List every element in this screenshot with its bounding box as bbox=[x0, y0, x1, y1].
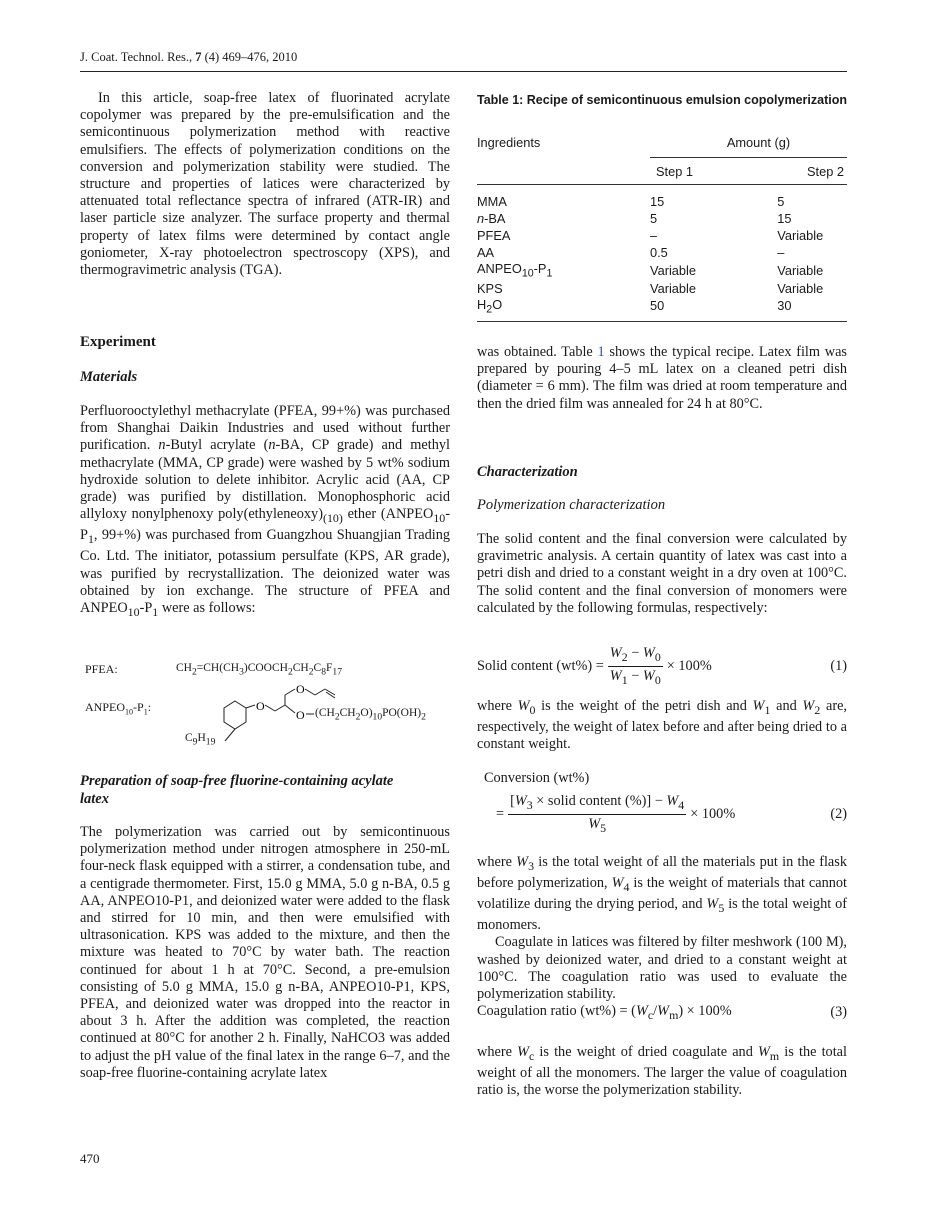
bond-1 bbox=[265, 705, 275, 711]
prep-heading-wrap bbox=[80, 772, 450, 808]
equation-1-number: (1) bbox=[830, 657, 847, 674]
oxygen-label-1: O bbox=[256, 699, 265, 713]
where2-paragraph bbox=[477, 854, 847, 1003]
subsubsection-heading-polymerization: Polymerization characterization bbox=[477, 497, 666, 513]
subsection-heading-characterization: Characterization bbox=[477, 464, 578, 480]
aryl-ether-bond bbox=[246, 705, 255, 708]
running-header bbox=[80, 50, 297, 65]
experiment-section bbox=[80, 334, 450, 351]
table1-header-ingredients: Ingredients bbox=[477, 135, 541, 150]
page-number: 470 bbox=[80, 1151, 100, 1166]
where1-paragraph bbox=[477, 698, 847, 753]
pfea-formula: $CH_2=CH(CH_3)COOCH_2CH_2C_8F_{17}$ bbox=[176, 662, 342, 678]
table-row: AA 0.5 – bbox=[477, 245, 785, 260]
journal-name: J. Coat. Technol. Res., bbox=[80, 50, 193, 64]
materials-paragraph bbox=[80, 403, 450, 621]
bond-6 bbox=[315, 689, 325, 695]
subsection-heading-preparation: Preparation of soap-free fluorine-containing acylate latex bbox=[80, 773, 394, 807]
polychar-heading-wrap bbox=[477, 497, 847, 514]
solid-paragraph bbox=[477, 531, 847, 617]
materials-heading-wrap bbox=[80, 368, 450, 386]
anpeo-label: $ANPEO_{10}-P_1$: bbox=[85, 700, 152, 717]
table-row: n-BA 5 15 bbox=[477, 211, 792, 226]
where2-text: where $W_3$ is the total weight of all the materials put in the flask before polymerization, $W_4$ is the weight of materials that cannot volatilize during the drying period, and $W_5$ is the total weight of monomers. bbox=[477, 854, 847, 934]
prep-text: The polymerization was carried out by semicontinuous polymerization method under nitrogen atmosphere in 250-mL four-neck flask equipped with a stirrer, a condensation tube, and a centigrade thermometer. First, 15.0 g MMA, 5.0 g n-BA, 0.5 g AA, ANPEO10-P1, and deionized water were added to the flask and stirred for 10 min, and then were emulsified with ultrasonication. KPS was added to the mixture, and then the mixture was heated to 70°C by water bath. The reaction continued for about 1 h at 70°C. Second, a pre-emulsion consisting of 5.0 g MMA, 15.0 g n-BA, ANPEO10-P1, KPS, PFEA, and deionized water was dropped into the reactor in about 3 h. After the addition was completed, the reaction continued at 80°C for another 2 h. Finally, NaHCO3 was added to adjust the pH value of the final latex in the range 6–7, and the soap-free fluorine-containing acrylate latex bbox=[80, 824, 450, 1081]
nonyl-bond bbox=[225, 729, 235, 741]
table1-grid bbox=[477, 134, 847, 322]
table1-header-step2: Step 2 bbox=[807, 163, 844, 179]
equation-2-number: (2) bbox=[830, 805, 847, 822]
table-row: $H_2O$ 50 30 bbox=[477, 296, 792, 316]
allyl-double-bond-b bbox=[326, 692, 335, 698]
equation-3-body: Coagulation ratio $(wt\%) = (W_c/W_m) \times 100\%$ bbox=[477, 1003, 732, 1022]
where3-text: where $W_c$ is the weight of dried coagulate and $W_m$ is the total weight of all the monomers. The larger the value of coagulation ratio is, the worse the polymerization stability. bbox=[477, 1044, 847, 1099]
equation-3-number: (3) bbox=[830, 1004, 847, 1021]
pfea-label: PFEA: bbox=[85, 662, 118, 676]
subsection-heading-materials: Materials bbox=[80, 369, 138, 385]
where3-paragraph bbox=[477, 1044, 847, 1099]
equation-3 bbox=[477, 1003, 847, 1023]
recipe-continuation-text: was obtained. Table 1 shows the typical recipe. Latex film was prepared by pouring 4–5 mL latex on a cleaned petri dish (diameter = 6 mm). The film was dried at room temperature and then the dried film was annealed for 24 h at 80°C. bbox=[477, 344, 847, 412]
intro-text: In this article, soap-free latex of fluorinated acrylate copolymer was prepared by the pre-emulsification and the semicontinuous polymerization method with reactive emulsifiers. The effects of polymerization conditions on the conversion and polymerization stability were studied. The structure and properties of latices were characterized by attenuated total reflectance spectra of infrared (ATR-IR) and laser particle size analyzer. The surface property and thermal property of latex films were determined by contact angle goniometer, X-ray photoelectron spectroscopy (XPS), and thermogravimetric analysis (TGA). bbox=[80, 90, 450, 279]
table-row: $ANPEO_{10}-P_1$ Variable Variable bbox=[477, 261, 824, 280]
coag-text: Coagulate in latices was filtered by filter meshwork (100 M), washed by deionized water, and dried to a constant weight at 100°C. The coagulation ratio was used to evaluate the polymerization stability. bbox=[477, 934, 847, 1002]
bond-4 bbox=[285, 689, 295, 695]
table1-header-step1: Step 1 bbox=[656, 163, 693, 179]
table1-link[interactable]: 1 bbox=[597, 344, 605, 360]
table1-caption: Table 1: Recipe of semicontinuous emulsion copolymerization bbox=[477, 93, 847, 107]
peo-chain-label: $(CH_2CH_2O)_{10}PO(OH)_2$ bbox=[315, 707, 426, 723]
table1-header-amount: Amount (g) bbox=[726, 135, 791, 150]
nonyl-label: $C_9H_{19}$ bbox=[185, 732, 216, 748]
oxygen-label-3: O bbox=[296, 708, 305, 722]
table1 bbox=[477, 134, 847, 322]
oxygen-label-2: O bbox=[296, 683, 305, 696]
section-heading-experiment: Experiment bbox=[80, 334, 156, 350]
prep-paragraph bbox=[80, 824, 450, 1082]
benzene-ring bbox=[224, 701, 246, 729]
equation-1: Solid content (wt%) = $\frac{W_2 - W_0}{W_1 - W_0}$ × 100% (1) bbox=[477, 645, 847, 687]
recipe-continuation bbox=[477, 344, 847, 413]
intro-paragraph bbox=[80, 90, 450, 279]
materials-text: Perfluorooctylethyl methacrylate (PFEA, 99+%) was purchased from Shanghai Daikin Industries and used without further purification. n-Butyl acrylate (n-BA, CP grade) and methyl methacrylate (MMA, CP grade) were washed by 5 wt% sodium hydroxide solution to delete inhibitor. Acrylic acid (AA, CP grade) was purified by distillation. Monophosphoric acid allyloxy nonylphenoxy $poly(ethyleneoxy)_{(10)}$ ether ($ANPEO_{10}-P_1$, 99+%) was purchased from Guangzhou Shuangjian Trading Co. Ltd. The initiator, potassium persulfate (KPS, AR grade), was purified by recrystallization. The deionized water was obtained by ion exchange. The structure of PFEA and $ANPEO_{10}-P_1$ were as follows: bbox=[80, 403, 450, 619]
header-rule bbox=[80, 71, 847, 72]
bond-2 bbox=[275, 705, 285, 711]
table-row: KPS Variable Variable bbox=[477, 280, 824, 296]
table-row: MMA 15 5 bbox=[477, 194, 785, 209]
equation-2-lhs: Conversion (wt%) bbox=[484, 770, 590, 786]
journal-volume: 7 bbox=[195, 50, 202, 64]
bond-5 bbox=[305, 689, 315, 695]
solid-text: The solid content and the final conversion were calculated by gravimetric analysis. A certain quantity of latex was cast into a petri dish and dried to a constant weight in a dry oven at 100°C. The solid content and the final conversion of monomers were calculated by the following formulas, respectively: bbox=[477, 531, 847, 616]
equation-2: = $\frac{[W_3 \times solid content (\%)] - W_4}{W_5}$ × 100% (2) bbox=[496, 793, 847, 835]
table-row: PFEA – Variable bbox=[477, 228, 824, 243]
char-heading-wrap bbox=[477, 463, 847, 481]
bond-7 bbox=[285, 705, 295, 713]
journal-issue-pages: (4) 469–476, 2010 bbox=[204, 50, 298, 64]
where1-text: where $W_0$ is the weight of the petri dish and $W_1$ and $W_2$ are, respectively, the weight of latex before and after being dried to a constant weight. bbox=[477, 698, 847, 753]
